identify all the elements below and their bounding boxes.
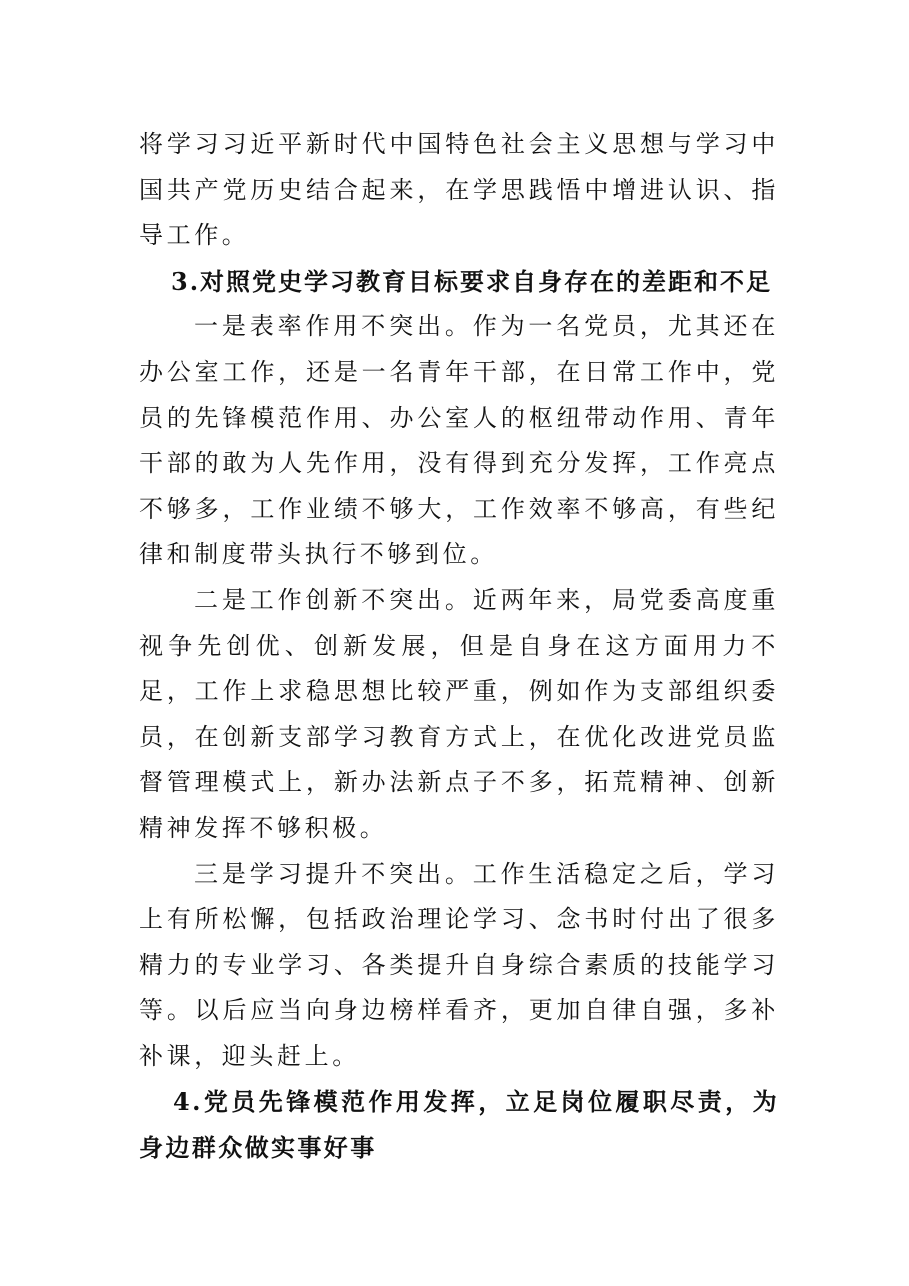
paragraph-innovation: 二是工作创新不突出。近两年来，局党委高度重视争先创优、创新发展，但是自身在这方面用力不足，工作上求稳思想比较严重，例如作为支部组织委员，在创新支部学习教育方式上，在优化改进党员监督管理模式上，新办法新点子不多，拓荒精神、创新精神发挥不够积极。 (139, 585, 779, 842)
paragraph-continuation: 将学习习近平新时代中国特色社会主义思想与学习中国共产党历史结合起来，在学思践悟中增进认识、指导工作。 (139, 130, 779, 250)
section-heading-4: 4.党员先锋模范作用发挥，立足岗位履职尽责，为身边群众做实事好事 (139, 1087, 779, 1163)
document-body (139, 122, 779, 1171)
section-heading-3: 3.对照党史学习教育目标要求自身存在的差距和不足 (171, 266, 773, 296)
paragraph-role-model: 一是表率作用不突出。作为一名党员，尤其还在办公室工作，还是一名青年干部，在日常工作中，党员的先锋模范作用、办公室人的枢纽带动作用、青年干部的敢为人先作用，没有得到充分发挥，工作亮点不够多，工作业绩不够大，工作效率不够高，有些纪律和制度带头执行不够到位。 (139, 312, 779, 569)
paragraph-learning: 三是学习提升不突出。工作生活稳定之后，学习上有所松懈，包括政治理论学习、念书时付出了很多精力的专业学习、各类提升自身综合素质的技能学习等。以后应当向身边榜样看齐，更加自律自强，多补补课，迎头赶上。 (139, 859, 779, 1070)
